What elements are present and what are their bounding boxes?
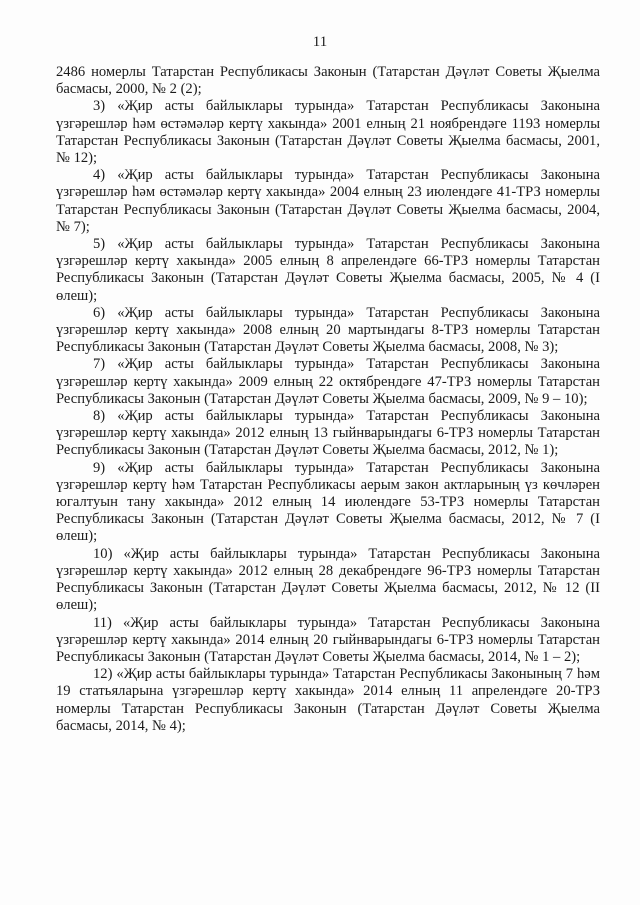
list-item-10: 10) «Җир асты байлыклары турында» Татарстан Республикасы Законына үзгәрешләр кертү хакында» 2012 елның 28 декабрендәге 96-ТРЗ номерлы Татарстан Республикасы Законын (Татарстан Дәүләт Советы Җыелма басмасы, 2012, № 12 (II өлеш); [56, 545, 600, 614]
list-item-6: 6) «Җир асты байлыклары турында» Татарстан Республикасы Законына үзгәрешләр кертү хакында» 2008 елның 20 мартындагы 8-ТРЗ номерлы Татарстан Республикасы Законын (Татарстан Дәүләт Советы Җыелма басмасы, 2008, № 3); [56, 304, 600, 356]
list-item-12: 12) «Җир асты байлыклары турында» Татарстан Республикасы Законының 7 һәм 19 статьяларына үзгәрешләр кертү хакында» 2014 елның 11 апрелендәге 20-ТРЗ номерлы Татарстан Республикасы Законын (Татарстан Дәүләт Советы Җыелма басмасы, 2014, № 4); [56, 666, 600, 734]
paragraph-continuation: 2486 номерлы Татарстан Республикасы Законын (Татарстан Дәүләт Советы Җыелма басмасы, 2000, № 2 (2); [56, 64, 600, 98]
list-item-5: 5) «Җир асты байлыклары турында» Татарстан Республикасы Законына үзгәрешләр кертү хакында» 2005 елның 8 апрелендәге 66-ТРЗ номерлы Татарстан Республикасы Законын (Татарстан Дәүләт Советы Җыелма басмасы, 2005, № 4 (I өлеш); [56, 236, 600, 304]
list-item-9: 9) «Җир асты байлыклары турында» Татарстан Республикасы Законына үзгәрешләр кертү һәм Татарстан Республикасы аерым закон актларының үз көчләрен югалтуын тану хакында» 2012 елның 14 июлендәге 53-ТРЗ номерлы Татарстан Республикасы Законын (Татарстан Дәүләт Советы Җыелма басмасы, 2012, № 7 (I өлеш); [56, 459, 600, 545]
list-item-7: 7) «Җир асты байлыклары турында» Татарстан Республикасы Законына үзгәрешләр кертү хакында» 2009 елның 22 октябрендәге 47-ТРЗ номерлы Татарстан Республикасы Законын (Татарстан Дәүләт Советы Җыелма басмасы, 2009, № 9 – 10); [56, 356, 600, 407]
list-item-4: 4) «Җир асты байлыклары турында» Татарстан Республикасы Законына үзгәрешләр һәм өстәмәләр кертү хакында» 2004 елның 23 июлендәге 41-ТРЗ номерлы Татарстан Республикасы Законын (Татарстан Дәүләт Советы Җыелма басмасы, 2004, № 7); [56, 167, 600, 235]
list-item-11: 11) «Җир асты байлыклары турында» Татарстан Республикасы Законына үзгәрешләр кертү хакында» 2014 елның 20 гыйнварындагы 6-ТРЗ номерлы Татарстан Республикасы Законын (Татарстан Дәүләт Советы Җыелма басмасы, 2014, № 1 – 2); [56, 614, 600, 665]
list-item-3: 3) «Җир асты байлыклары турында» Татарстан Республикасы Законына үзгәрешләр һәм өстәмәләр кертү хакында» 2001 елның 21 ноябрендәге 1193 номерлы Татарстан Республикасы Законын (Татарстан Дәүләт Советы Җыелма басмасы, 2001, № 12); [56, 98, 600, 167]
page-number: 11 [312, 34, 328, 50]
document-body [56, 64, 600, 735]
list-item-8: 8) «Җир асты байлыклары турында» Татарстан Республикасы Законына үзгәрешләр кертү хакында» 2012 елның 13 гыйнварындагы 6-ТРЗ номерлы Татарстан Республикасы Законын (Татарстан Дәүләт Советы Җыелма басмасы, 2012, № 1); [56, 408, 600, 459]
